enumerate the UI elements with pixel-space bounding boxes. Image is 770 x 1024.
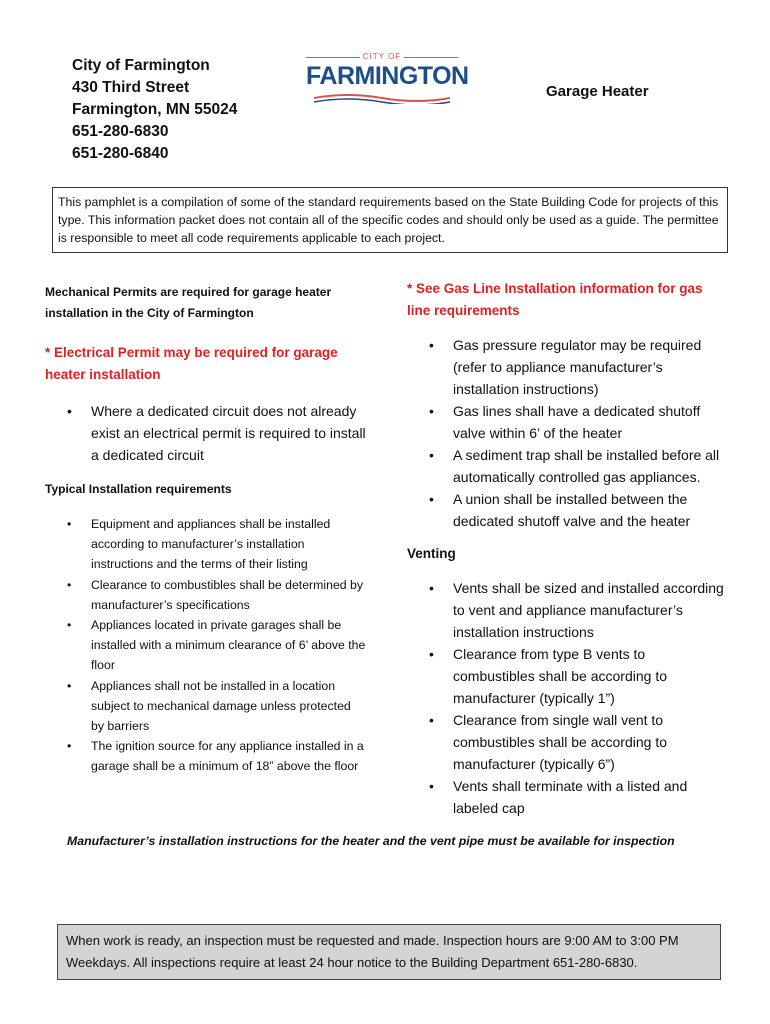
electrical-list: [45, 400, 367, 466]
farmington-logo: [306, 52, 469, 112]
list-item: • Clearance from type B vents to combustibles shall be according to manufacturer (typically 1”): [407, 643, 727, 709]
typical-heading: Typical Installation requirements: [45, 482, 232, 496]
left-column: [45, 282, 367, 777]
right-column: [407, 278, 727, 819]
electrical-permit-heading: * Electrical Permit may be required for garage heater installation: [45, 345, 338, 382]
manufacturer-footnote: Manufacturer’s installation instructions for the heater and the vent pipe must be available for inspection: [67, 834, 675, 848]
address-line: Farmington, MN 55024: [72, 101, 238, 118]
phone-line: 651-280-6840: [72, 145, 169, 162]
list-item: • Where a dedicated circuit does not already exist an electrical permit is required to install a dedicated circuit: [45, 400, 367, 466]
list-item: • Equipment and appliances shall be installed according to manufacturer’s installation instructions and the terms of their listing: [45, 514, 367, 575]
address-line: City of Farmington: [72, 57, 210, 74]
page-title: Garage Heater: [546, 83, 649, 100]
list-item: • Gas pressure regulator may be required (refer to appliance manufacturer’s installation instructions): [407, 334, 727, 400]
list-item: • Vents shall terminate with a listed and labeled cap: [407, 775, 727, 819]
mechanical-permit-note: Mechanical Permits are required for garage heater installation in the City of Farmington: [45, 285, 332, 320]
list-item: • Clearance from single wall vent to combustibles shall be according to manufacturer (typically 6”): [407, 709, 727, 775]
typical-list: [45, 514, 367, 777]
venting-list: [407, 577, 727, 819]
list-item: • Clearance to combustibles shall be determined by manufacturer’s specifications: [45, 575, 367, 615]
list-item: • Vents shall be sized and installed according to vent and appliance manufacturer’s installation instructions: [407, 577, 727, 643]
logo-rule-right: [404, 57, 458, 58]
address-line: 430 Third Street: [72, 79, 190, 96]
list-item: • The ignition source for any appliance installed in a garage shall be a minimum of 18” above the floor: [45, 736, 367, 776]
list-item: • A union shall be installed between the dedicated shutoff valve and the heater: [407, 488, 727, 532]
list-item: • Gas lines shall have a dedicated shutoff valve within 6’ of the heater: [407, 400, 727, 444]
venting-heading: Venting: [407, 546, 456, 561]
gas-list: [407, 334, 727, 532]
list-item: • A sediment trap shall be installed before all automatically controlled gas appliances.: [407, 444, 727, 488]
logo-small-text: CITY OF: [362, 52, 402, 61]
city-address: [72, 55, 237, 165]
logo-big-text: FARMINGTON: [306, 62, 469, 90]
phone-line: 651-280-6830: [72, 123, 169, 140]
list-item: • Appliances located in private garages shall be installed with a minimum clearance of 6’ above the floor: [45, 615, 367, 676]
inspection-notice: When work is ready, an inspection must be requested and made. Inspection hours are 9:00 AM to 3:00 PM Weekdays. All inspections require at least 24 hour notice to the Building Department 651-280-6830.: [57, 924, 721, 980]
gas-line-heading: * See Gas Line Installation information for gas line requirements: [407, 281, 703, 318]
logo-wave-icon: [312, 92, 452, 104]
intro-box: This pamphlet is a compilation of some of the standard requirements based on the State Building Code for projects of this type. This information packet does not contain all of the specific codes and should only be used as a guide. The permittee is responsible to meet all code requirements applicable to each project.: [52, 187, 728, 253]
list-item: • Appliances shall not be installed in a location subject to mechanical damage unless protected by barriers: [45, 676, 367, 737]
